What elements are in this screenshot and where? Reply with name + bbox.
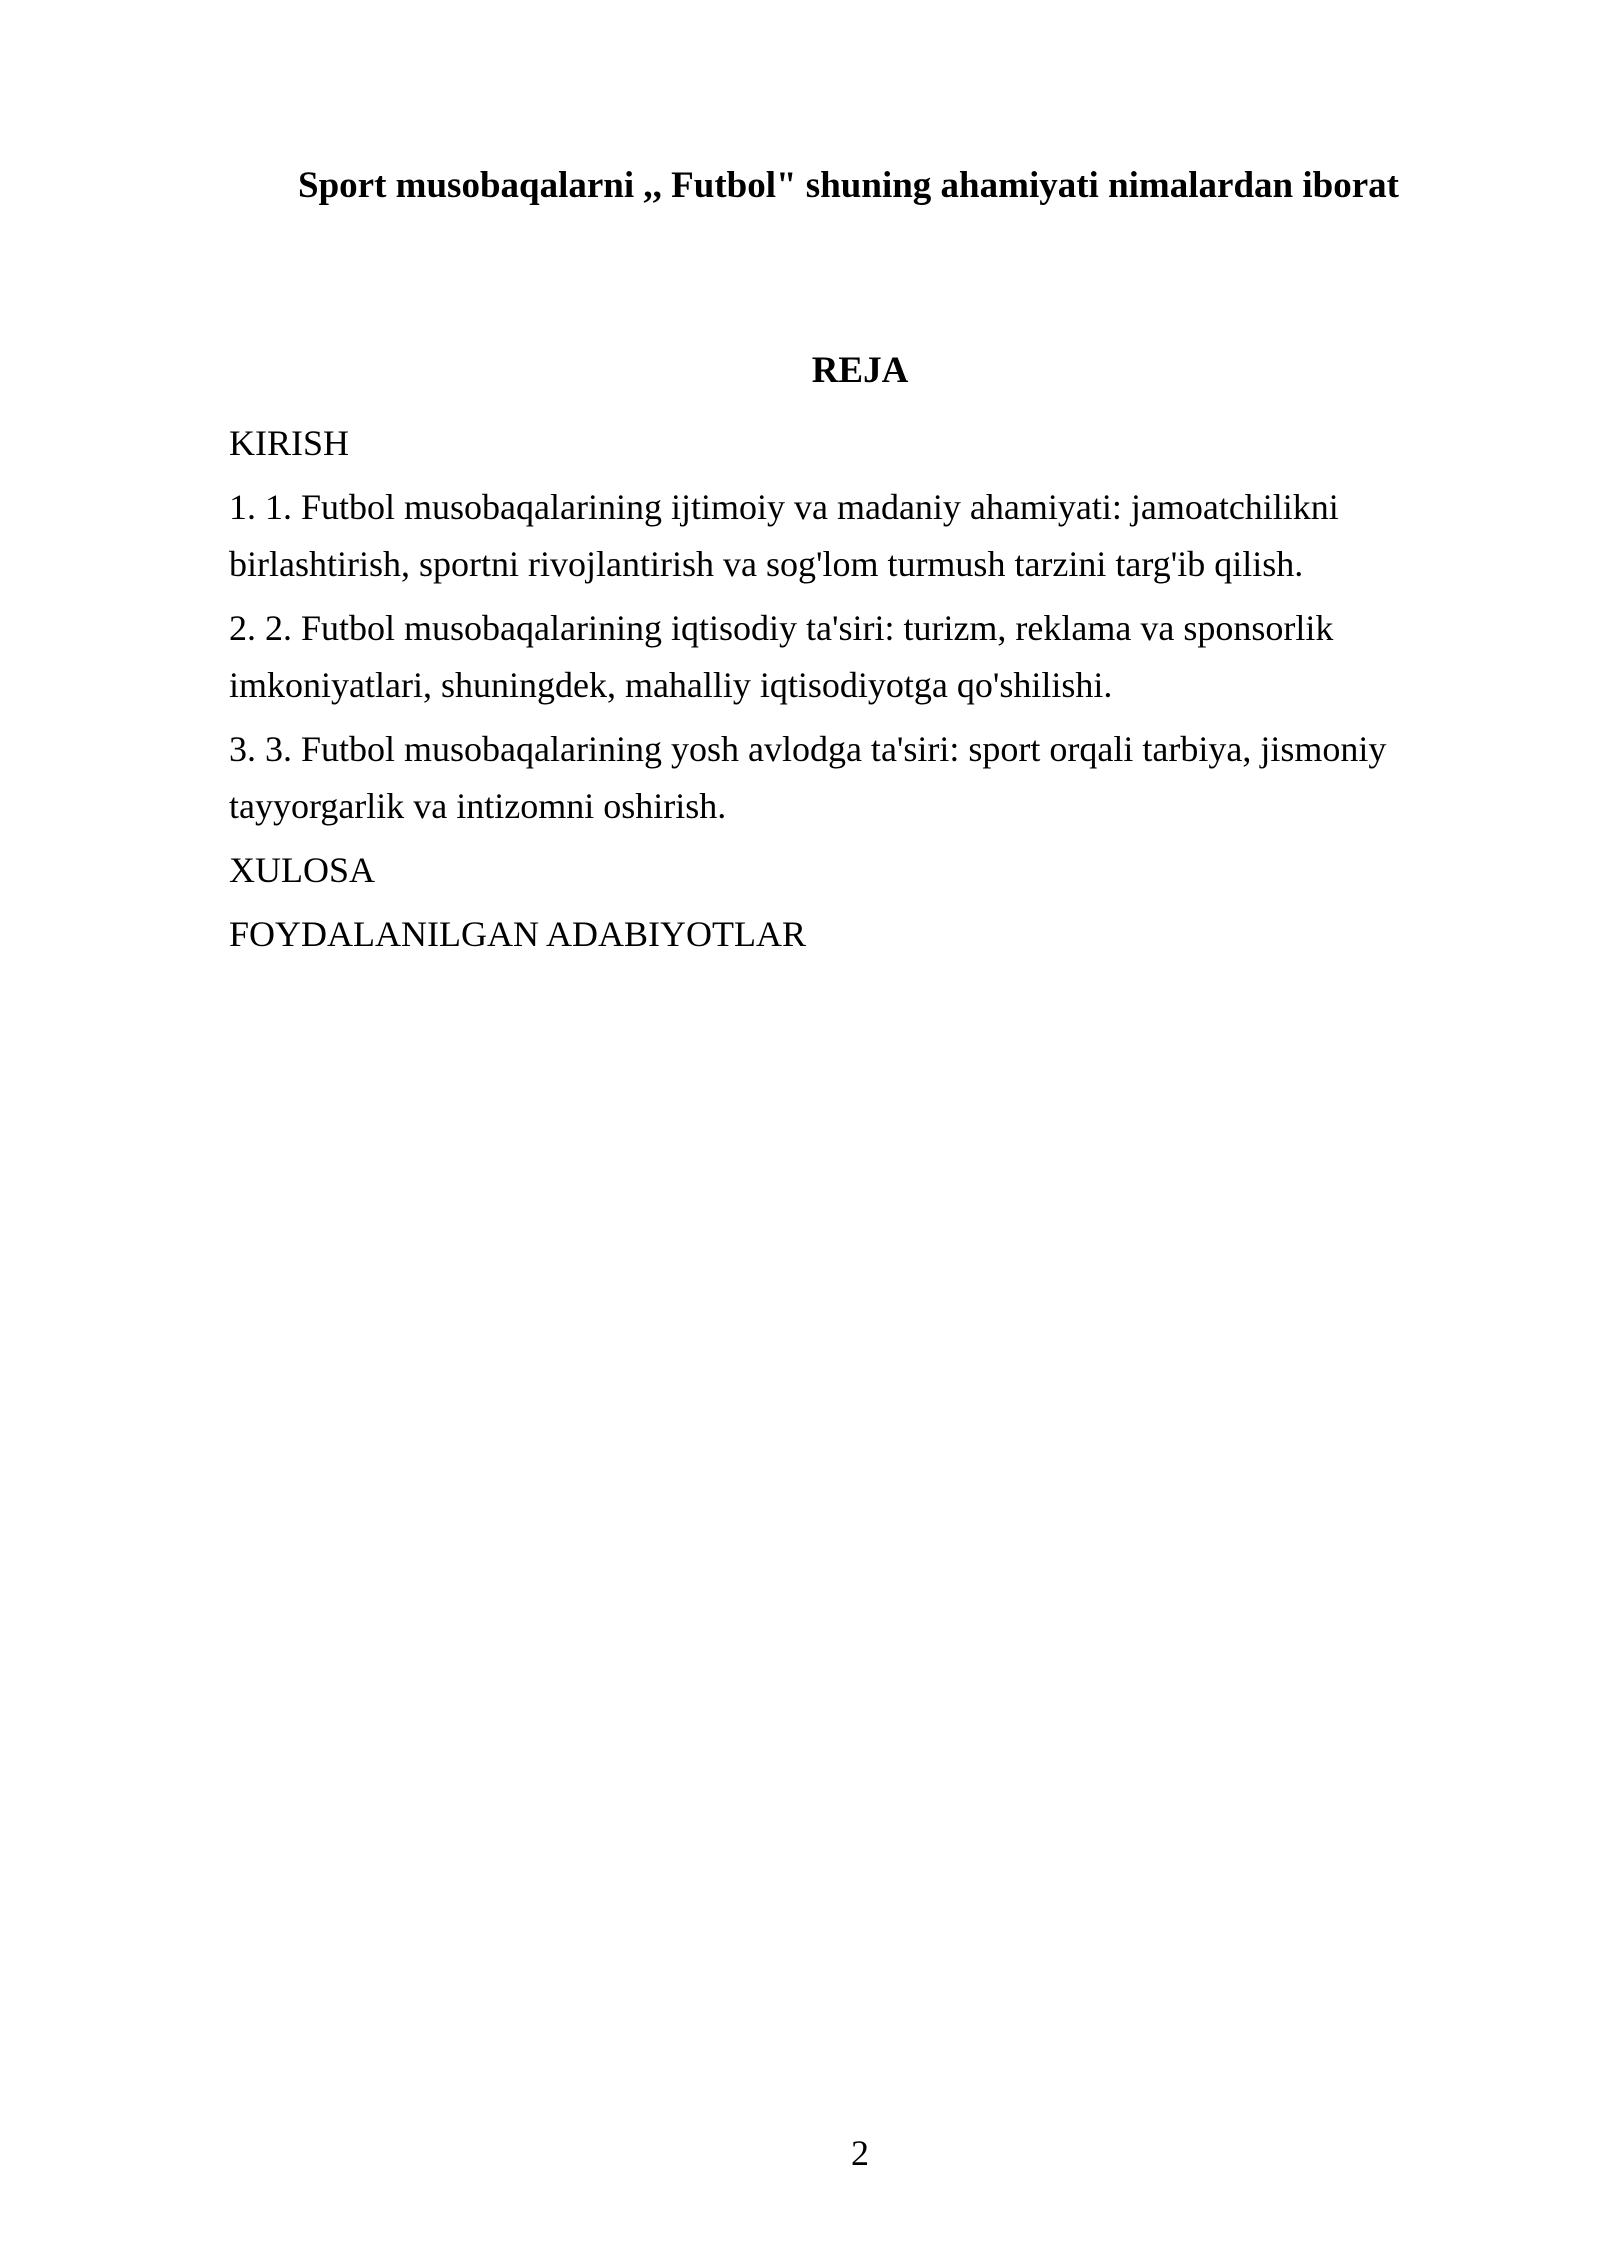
plan-list [229, 415, 1449, 970]
document-title: Sport musobaqalarni ,, Futbol" shuning ahamiyati nimalardan iborat [298, 165, 1399, 206]
page-number: 2 [851, 2133, 869, 2173]
plan-item-references: FOYDALANILGAN ADABIYOTLAR [229, 914, 806, 954]
plan-item-3: 3. 3. Futbol musobaqalarining yosh avlodga ta'siri: sport orqali tarbiya, jismoniy tayyorgarlik va intizomni oshirish. [229, 729, 1387, 826]
plan-item-conclusion: XULOSA [229, 850, 376, 890]
plan-item-2: 2. 2. Futbol musobaqalarining iqtisodiy ta'siri: turizm, reklama va sponsorlik imkoniyatlari, shuningdek, mahalliy iqtisodiyotga qo'shilishi. [229, 608, 1334, 705]
plan-heading: REJA [811, 350, 909, 391]
plan-item-1: 1. 1. Futbol musobaqalarining ijtimoiy va madaniy ahamiyati: jamoatchilikni birlashtirish, sportni rivojlantirish va sog'lom turmush tarzini targ'ib qilish. [229, 487, 1339, 584]
plan-item-introduction: KIRISH [229, 423, 350, 463]
